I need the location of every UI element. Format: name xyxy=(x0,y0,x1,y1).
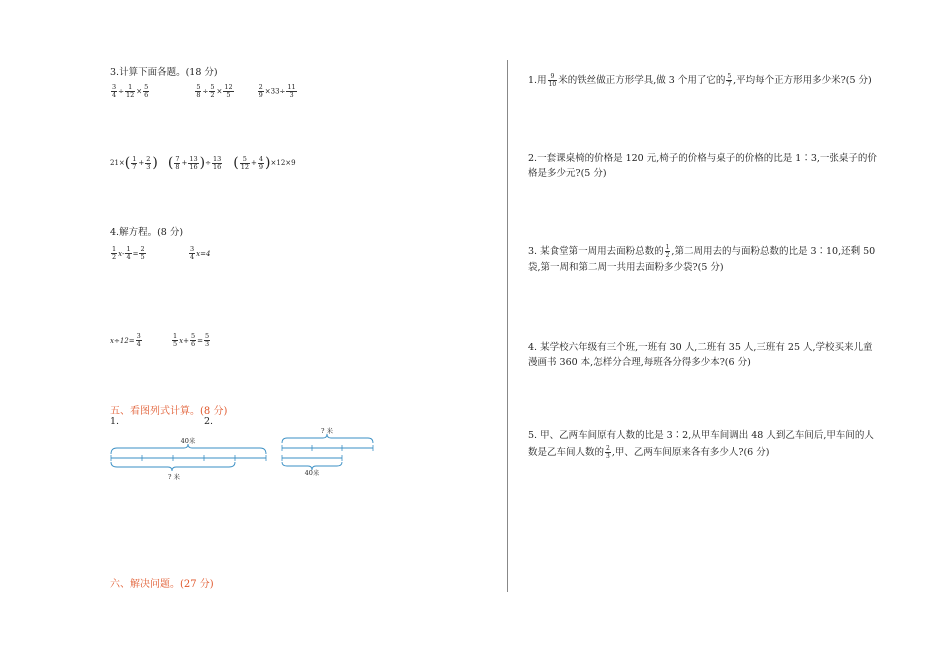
equation-2: $\frac{3}{4}$ x=4 xyxy=(190,245,211,261)
question-2-line-2: 格是多少元?(5 分) xyxy=(528,168,607,179)
section5-title: 五、看图列式计算。(8 分) xyxy=(110,406,228,417)
diagram1-bottom-label: ? 米 xyxy=(167,473,181,481)
question-3 xyxy=(528,244,875,274)
section6-title: 六、解决问题。(27 分) xyxy=(110,579,214,590)
diagram1-top-brace xyxy=(111,444,266,454)
column-divider xyxy=(507,60,508,592)
diagram1-bottom-brace xyxy=(111,462,235,471)
question-3-line-2: 袋,第一周和第二周一共用去面粉多少袋?(5 分) xyxy=(528,262,724,273)
question-3-line-1: 3. 某食堂第一周用去面粉总数的 $\frac{1}{2}$ ,第二周用去的与面粉总数的比是 3∶10,还剩 50 xyxy=(528,244,876,259)
question-5-line-1: 5. 甲、乙两车间原有人数的比是 3∶2,从甲车间调出 48 人到乙车间后,甲车间的人 xyxy=(528,430,874,441)
calc-expr-4: 21× ( $\frac{1}{7}$ + $\frac{2}{3}$ ) xyxy=(110,154,158,171)
question-1: 1.用 $\frac{9}{10}$ 米的铁丝做正方形学具,做 3 个用了它的 $\frac{5}{7}$ ,平均每个正方形用多少米?(5 分) xyxy=(528,73,872,88)
equation-4: $\frac{1}{5}$ x + $\frac{5}{6}$ = $\frac{5}{3}$ xyxy=(173,332,210,348)
calc-expr-3: $\frac{2}{9}$ ×33÷ $\frac{11}{3}$ xyxy=(258,83,296,99)
question-5-line-2: 数是乙车间人数的 $\frac{2}{3}$ ,甲、乙两车间原来各有多少人?(6 分) xyxy=(528,445,770,460)
segment-diagram-2 xyxy=(279,424,379,476)
question-2 xyxy=(528,153,877,180)
question-5 xyxy=(528,430,874,460)
calc-expr-1: $\frac{3}{4}$ ÷ $\frac{1}{12}$ × $\frac{5}{6}$ xyxy=(112,83,149,99)
diagram1-top-label: 40米 xyxy=(180,437,196,445)
diagram-label-1: 1. xyxy=(110,416,120,427)
question-4 xyxy=(528,342,873,369)
segment-diagram-1 xyxy=(108,434,272,482)
calc-expr-6: ( $\frac{5}{12}$ + $\frac{4}{9}$ ) ×12×9 xyxy=(233,154,296,171)
equation-3: x÷12= $\frac{3}{4}$ xyxy=(110,332,141,348)
question-4-line-2: 漫画书 360 本,怎样分合理,每班各分得多少本?(6 分) xyxy=(528,357,751,368)
diagram2-top-brace xyxy=(282,434,373,443)
calc-row-1 xyxy=(110,84,298,99)
diagram2-top-label: ? 米 xyxy=(320,427,334,435)
calc-expr-5: ( $\frac{7}{8}$ + $\frac{13}{16}$ ) ÷ $\frac{13}{16}$ xyxy=(167,154,222,171)
diagram2-bottom-label: 40米 xyxy=(304,469,320,476)
question-4-line-1: 4. 某学校六年级有三个班,一班有 30 人,二班有 35 人,三班有 25 人,学校买来儿童 xyxy=(528,342,873,353)
question-2-line-1: 2.一套课桌椅的价格是 120 元,椅子的价格与桌子的价格的比是 1∶3,一张桌子的价 xyxy=(528,153,877,164)
section3-title: 3.计算下面各题。(18 分) xyxy=(110,67,218,78)
diagram-label-2: 2. xyxy=(204,416,214,427)
calc-row-2 xyxy=(110,155,296,171)
calc-expr-2: $\frac{5}{8}$ ÷ $\frac{5}{2}$ × $\frac{12}{5}$ xyxy=(196,83,233,99)
equation-1: $\frac{1}{2}$ x - $\frac{1}{4}$ = $\frac{2}{5}$ xyxy=(112,245,145,261)
section4-title: 4.解方程。(8 分) xyxy=(110,227,184,238)
